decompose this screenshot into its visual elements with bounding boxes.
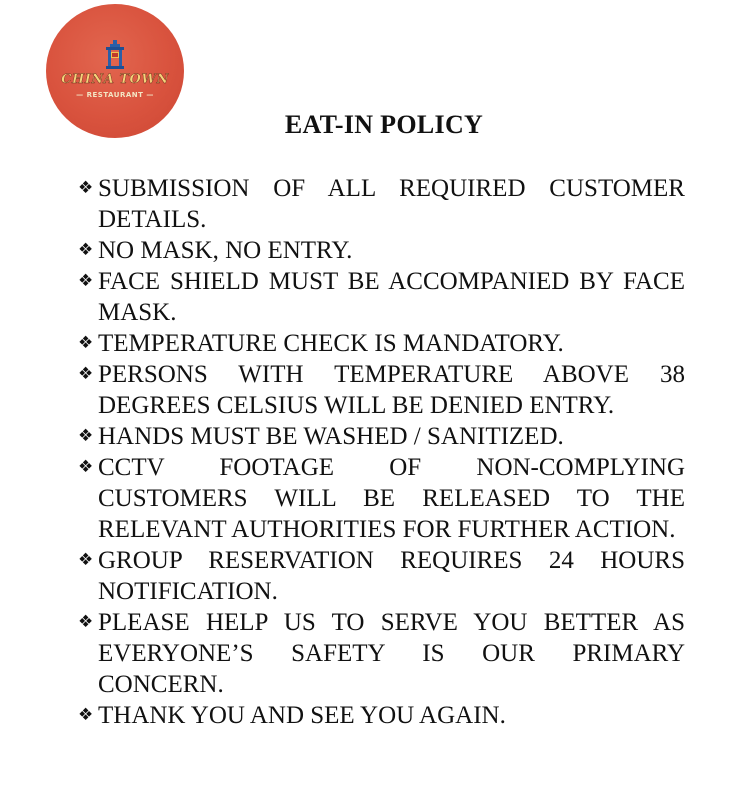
- diamond-bullet-icon: ❖: [78, 457, 94, 477]
- policy-item: [78, 328, 685, 359]
- policy-text: GROUP RESERVATION REQUIRES 24 HOURS NOTIFICATION.: [98, 547, 685, 605]
- policy-item: [78, 545, 685, 607]
- policy-item: [78, 421, 685, 452]
- policy-text: HANDS MUST BE WASHED / SANITIZED.: [98, 423, 564, 450]
- policy-text: SUBMISSION OF ALL REQUIRED CUSTOMER DETAILS.: [98, 175, 685, 233]
- logo-subtitle: — RESTAURANT —: [76, 91, 154, 99]
- policy-text: PLEASE HELP US TO SERVE YOU BETTER AS EVERYONE’S SAFETY IS OUR PRIMARY CONCERN.: [98, 609, 685, 698]
- diamond-bullet-icon: ❖: [78, 705, 94, 725]
- diamond-bullet-icon: ❖: [78, 612, 94, 632]
- diamond-bullet-icon: ❖: [78, 333, 94, 353]
- policy-text: FACE SHIELD MUST BE ACCOMPANIED BY FACE MASK.: [98, 268, 685, 326]
- policy-item: [78, 266, 685, 328]
- policy-item: [78, 173, 685, 235]
- policy-item: [78, 452, 685, 545]
- policy-text: CCTV FOOTAGE OF NON-COMPLYING CUSTOMERS WILL BE RELEASED TO THE RELEVANT AUTHORITIES FOR FURTHER ACTION.: [98, 454, 685, 543]
- logo-name: CHINA TOWN: [61, 72, 169, 87]
- policy-text: THANK YOU AND SEE YOU AGAIN.: [98, 702, 506, 729]
- diamond-bullet-icon: ❖: [78, 178, 94, 198]
- policy-item: [78, 235, 685, 266]
- policy-text: PERSONS WITH TEMPERATURE ABOVE 38 DEGREES CELSIUS WILL BE DENIED ENTRY.: [98, 361, 685, 419]
- policy-text: TEMPERATURE CHECK IS MANDATORY.: [98, 330, 564, 357]
- lantern-gate-icon: [104, 40, 126, 70]
- policy-item: [78, 700, 685, 731]
- diamond-bullet-icon: ❖: [78, 550, 94, 570]
- policy-item: [78, 359, 685, 421]
- diamond-bullet-icon: ❖: [78, 271, 94, 291]
- diamond-bullet-icon: ❖: [78, 364, 94, 384]
- diamond-bullet-icon: ❖: [78, 426, 94, 446]
- policy-item: [78, 607, 685, 700]
- diamond-bullet-icon: ❖: [78, 240, 94, 260]
- policy-text: NO MASK, NO ENTRY.: [98, 237, 353, 264]
- page-title: EAT-IN POLICY: [284, 110, 484, 139]
- policy-list: [78, 173, 685, 731]
